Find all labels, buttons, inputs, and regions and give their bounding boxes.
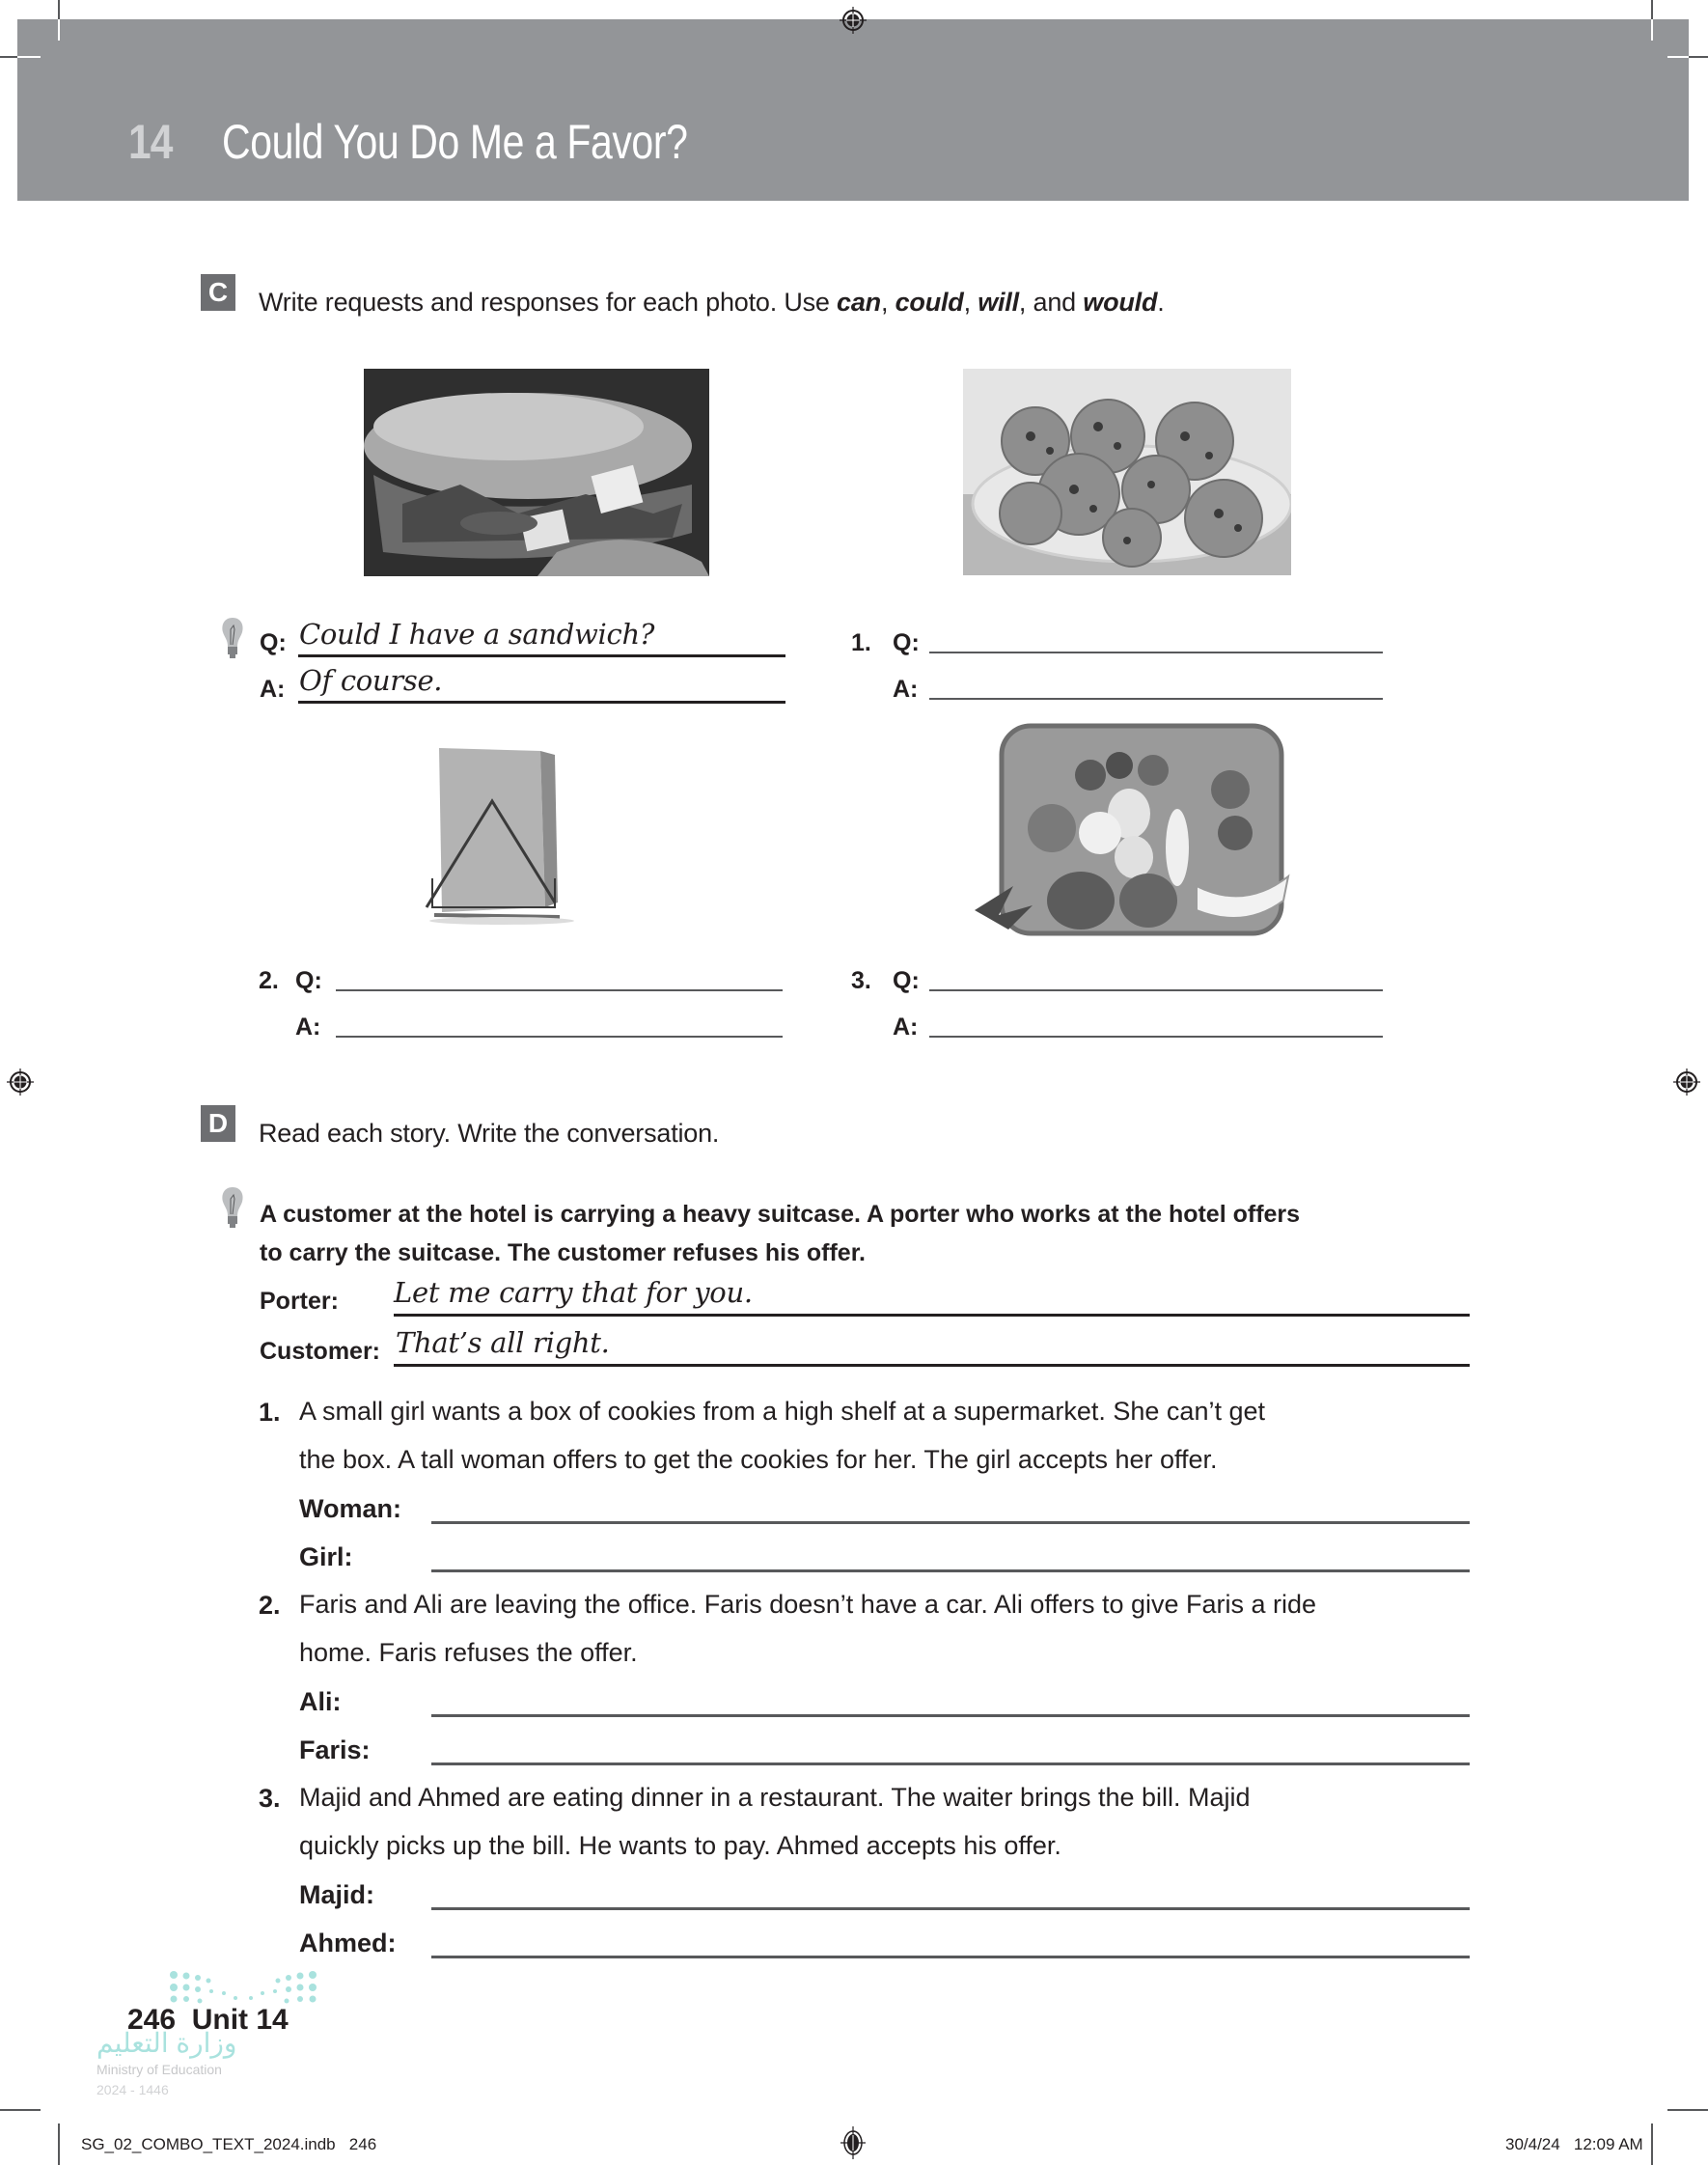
registration-mark-icon (839, 6, 868, 35)
example-customer-answer: That’s all right. (396, 1326, 610, 1359)
item-1-q-answer-field[interactable] (929, 652, 1383, 653)
crop-mark (17, 56, 41, 58)
lightbulb-example-icon (220, 616, 245, 664)
separator: , (963, 288, 978, 317)
story-1-girl-answer-field[interactable] (431, 1569, 1470, 1572)
separator: , and (1018, 288, 1084, 317)
example-a-label: A: (260, 676, 286, 703)
registration-mark-icon (839, 2125, 868, 2160)
crop-mark (58, 2123, 60, 2165)
page-unit-label: 246 Unit 14 (127, 2004, 289, 2036)
instruction-text: Write requests and responses for each photo. Use (259, 288, 838, 317)
unit-header-band (17, 19, 1689, 201)
story-3-majid-answer-field[interactable] (431, 1907, 1470, 1910)
registration-mark-icon (1672, 1068, 1701, 1096)
item-3-q-label: Q: (893, 967, 920, 994)
story-2-line1: Faris and Ali are leaving the office. Faris doesn’t have a car. Ali offers to give Faris a ride (299, 1590, 1317, 1619)
example-story-line2: to carry the suitcase. The customer refuses his offer. (260, 1239, 867, 1266)
item-2-a-label: A: (295, 1013, 321, 1041)
story-2-faris-answer-field[interactable] (431, 1763, 1470, 1765)
example-q-label: Q: (260, 629, 287, 656)
example-a-answer: Of course. (299, 664, 443, 697)
story-3-speaker-ahmed: Ahmed: (299, 1929, 397, 1957)
story-2-speaker-ali: Ali: (299, 1687, 342, 1716)
modal-could: could (895, 288, 964, 317)
story-2-number: 2. (259, 1591, 281, 1620)
unit-number: 14 (128, 115, 173, 169)
section-badge-c: C (201, 274, 235, 311)
ministry-arabic-name: وزارة التعليم (96, 2028, 237, 2058)
ministry-logo-dots-icon (166, 1969, 320, 2008)
story-3-number: 3. (259, 1784, 281, 1813)
example-q-line (298, 654, 785, 657)
sandwich-photo (364, 369, 709, 576)
story-1-speaker-girl: Girl: (299, 1542, 353, 1571)
slug-date: 30/4/24 12:09 AM (1505, 2135, 1643, 2153)
crop-mark (58, 19, 60, 41)
story-2-line2: home. Faris refuses the offer. (299, 1638, 638, 1667)
story-3-ahmed-answer-field[interactable] (431, 1956, 1470, 1958)
example-story-line1: A customer at the hotel is carrying a heavy suitcase. A porter who works at the hotel offers (260, 1201, 1301, 1228)
example-porter-line (394, 1314, 1470, 1317)
story-1-line2: the box. A tall woman offers to get the cookies for her. The girl accepts her offer. (299, 1445, 1218, 1474)
item-2-q-label: Q: (295, 967, 322, 994)
example-speaker-porter: Porter: (260, 1288, 339, 1315)
item-2-q-answer-field[interactable] (336, 989, 783, 991)
registration-mark-icon (6, 1068, 35, 1096)
unit-title: Could You Do Me a Favor? (222, 115, 688, 169)
separator: , (880, 288, 895, 317)
item-3-a-answer-field[interactable] (929, 1036, 1383, 1038)
story-1-woman-answer-field[interactable] (431, 1521, 1470, 1524)
lightbulb-example-icon (220, 1185, 245, 1234)
modal-will: will (978, 288, 1019, 317)
item-3-number: 3. (851, 967, 871, 994)
item-3-a-label: A: (893, 1013, 919, 1041)
crop-mark (1651, 2123, 1653, 2165)
example-q-answer: Could I have a sandwich? (299, 618, 655, 651)
example-porter-answer: Let me carry that for you. (394, 1276, 753, 1309)
modal-would: would (1083, 288, 1158, 317)
example-a-line (298, 701, 785, 704)
story-1-number: 1. (259, 1398, 281, 1427)
story-3-line2: quickly picks up the bill. He wants to pay. Ahmed accepts his offer. (299, 1831, 1061, 1860)
item-3-q-answer-field[interactable] (929, 989, 1383, 991)
item-1-q-label: Q: (893, 629, 920, 656)
item-2-a-answer-field[interactable] (336, 1036, 783, 1038)
story-3-speaker-majid: Majid: (299, 1880, 374, 1909)
item-1-a-answer-field[interactable] (929, 698, 1383, 700)
story-1-speaker-woman: Woman: (299, 1494, 401, 1523)
section-badge-d: D (201, 1105, 235, 1142)
crop-mark (1667, 2109, 1708, 2111)
ministry-year: 2024 - 1446 (96, 2082, 169, 2097)
napkin-holder-photo (425, 743, 608, 927)
story-2-speaker-faris: Faris: (299, 1735, 371, 1764)
crop-mark (0, 2109, 41, 2111)
slug-file-name: SG_02_COMBO_TEXT_2024.indb 246 (81, 2135, 377, 2153)
crop-mark (1651, 19, 1653, 41)
story-3-line1: Majid and Ahmed are eating dinner in a restaurant. The waiter brings the bill. Majid (299, 1783, 1251, 1812)
period: . (1157, 288, 1165, 317)
story-1-line1: A small girl wants a box of cookies from a high shelf at a supermarket. She can’t get (299, 1397, 1265, 1426)
section-d-instruction: Read each story. Write the conversation. (259, 1119, 720, 1148)
fruit-basket-photo (955, 722, 1308, 939)
cookies-photo (963, 369, 1291, 575)
story-2-ali-answer-field[interactable] (431, 1714, 1470, 1717)
item-1-a-label: A: (893, 676, 919, 703)
modal-can: can (837, 288, 881, 317)
item-1-number: 1. (851, 629, 871, 656)
section-c-instruction (259, 288, 1165, 318)
item-2-number: 2. (259, 967, 279, 994)
ministry-english-name: Ministry of Education (96, 2062, 222, 2077)
example-speaker-customer: Customer: (260, 1338, 381, 1365)
example-customer-line (394, 1364, 1470, 1367)
crop-mark (1667, 56, 1689, 58)
